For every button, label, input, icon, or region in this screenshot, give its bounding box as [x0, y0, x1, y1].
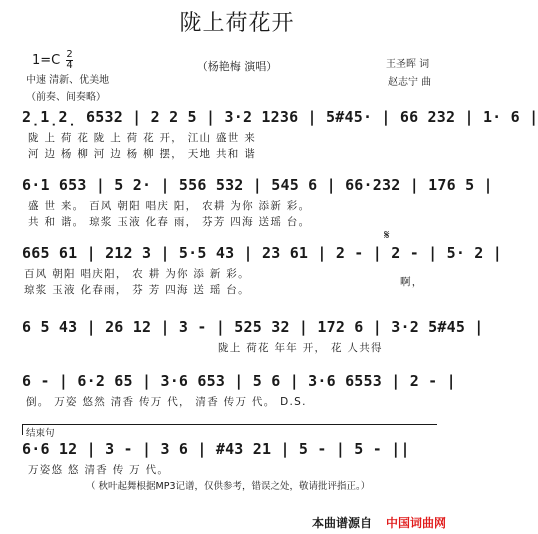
score-line-4: 6 5 43 | 26 12 | 3 - | 525 32 | 172 6 | 3·2 5#45 | — [22, 318, 484, 336]
site-link[interactable]: 中国词曲网 — [386, 516, 447, 530]
key-label: 1=C — [32, 53, 61, 68]
segno-mark: 𝄋 — [384, 228, 390, 243]
lyric-line-1a: 陇 上 荷 花 陇 上 荷 花 开， 江山 盛世 来 — [28, 132, 257, 144]
tempo-marking: 中速 清新、优美地 — [26, 75, 110, 86]
composer-credit: 赵志宁 曲 — [388, 77, 432, 88]
lyric-line-4: 陇上 荷花 年年 开， 花 人共得 — [218, 342, 383, 354]
score-line-1: 2̣1̣2̣ 6532 | 2 2 5 | 3·2 1236 | 5#45· | 66 232 | 1· 6 | — [22, 108, 538, 126]
intro-note: （前奏、间奏略） — [26, 92, 106, 103]
lyric-line-6: 万姿悠 悠 清香 传 万 代。 — [28, 464, 170, 476]
exclamation-lyric: 啊， — [400, 276, 424, 288]
score-line-5: 6 - | 6·2 65 | 3·6 653 | 5 6 | 3·6 6553 | 2 - | — [22, 372, 456, 390]
lyric-line-3b: 琼浆 玉液 化春雨， 芬 芳 四海 送 瑶 台。 — [24, 284, 250, 296]
lyric-line-5: 倒。 万姿 悠然 清香 传万 代， 清香 传万 代。 D.S. — [26, 396, 307, 408]
lyric-line-1b: 河 边 杨 柳 河 边 杨 柳 摆， 天地 共和 谐 — [28, 148, 257, 160]
time-numerator: 2 — [66, 49, 73, 60]
source-label: 本曲谱源自 — [312, 516, 373, 530]
score-line-6: 6·6 12 | 3 - | 3 6 | #43 21 | 5 - | 5 - || — [22, 440, 410, 458]
singer-credit: （杨艳梅 演唱） — [196, 60, 278, 73]
score-line-2: 6·1 653 | 5 2· | 556 532 | 545 6 | 66·232 | 176 5 | — [22, 176, 493, 194]
time-denominator: 4 — [66, 60, 73, 71]
ending-bracket — [22, 424, 437, 435]
ending-label: 结束句 — [26, 428, 55, 439]
lyric-line-2a: 盛 世 来。 百风 朝阳 唱庆 阳， 农耕 为你 添新 彩。 — [28, 200, 311, 212]
score-line-3: 665 61 | 212 3 | 5·5 43 | 23 61 | 2 - | 2 - | 5· 2 | — [22, 244, 502, 262]
lyricist-credit: 王圣晖 词 — [386, 59, 430, 70]
transcriber-note: （ 秋叶起舞根据MP3记谱，仅供参考，错误之处，敬请批评指正。） — [86, 481, 371, 492]
lyric-line-2b: 共 和 谐。 琼浆 玉液 化春 雨， 芬芳 四海 送瑶 台。 — [28, 216, 311, 228]
lyric-line-3a: 百风 朝阳 唱庆阳， 农 耕 为你 添 新 彩。 — [24, 268, 250, 280]
song-title: 陇上荷花开 — [179, 11, 295, 36]
